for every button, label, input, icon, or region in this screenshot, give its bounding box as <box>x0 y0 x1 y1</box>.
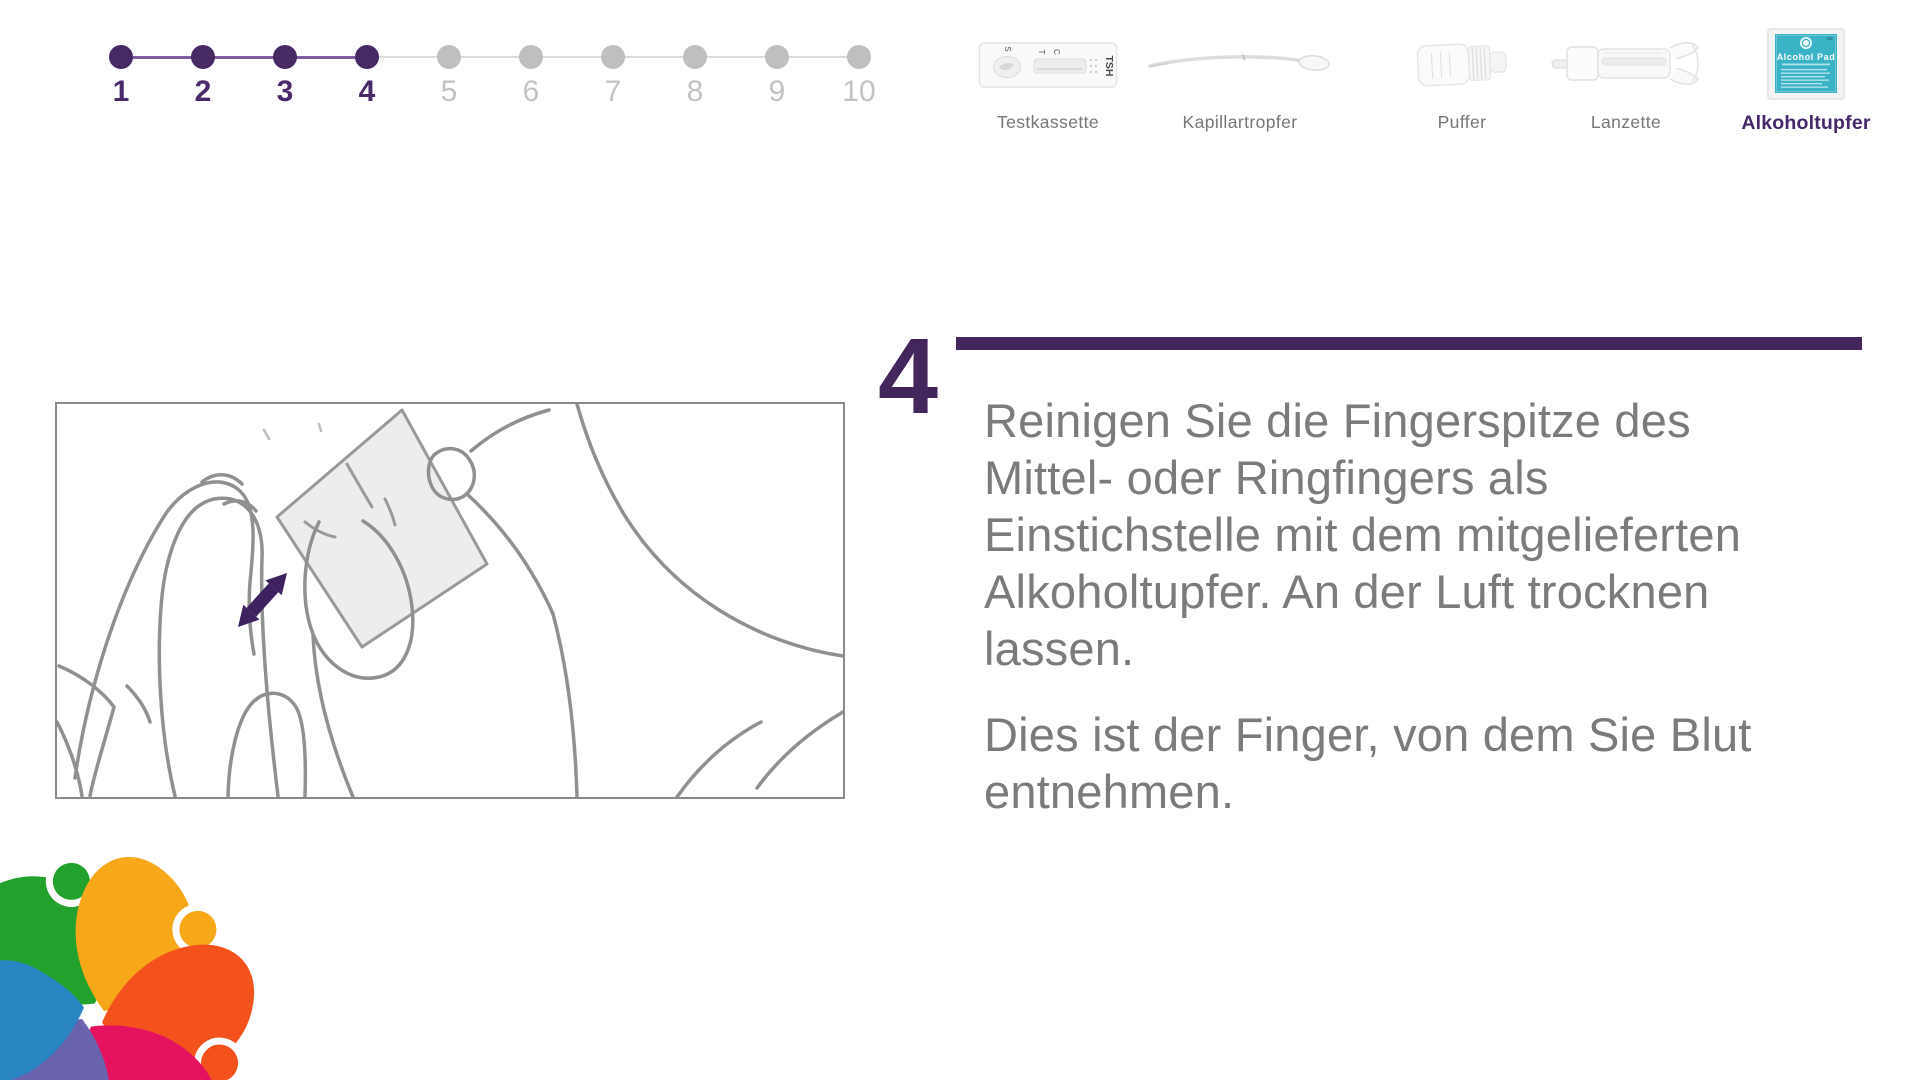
step-dot[interactable] <box>519 45 543 69</box>
step-dot[interactable] <box>109 45 133 69</box>
step-instructions <box>984 392 1794 820</box>
stepper-step-3[interactable] <box>244 45 326 107</box>
step-number-label: 8 <box>686 75 704 108</box>
svg-text:CE: CE <box>1826 36 1834 41</box>
kit-item-label: Lanzette <box>1590 112 1662 132</box>
left-hand-sketch <box>57 475 305 796</box>
kit-item-lanzette <box>1526 26 1726 132</box>
step-dot[interactable] <box>191 45 215 69</box>
step-number-label: 10 <box>842 75 876 108</box>
stepper-step-6[interactable] <box>490 45 572 107</box>
kit-item-label: Kapillartropfer <box>1182 112 1298 132</box>
stepper-step-2[interactable] <box>162 45 244 107</box>
step-number-label: 7 <box>604 75 622 108</box>
buffer-bottle-icon <box>1414 34 1510 94</box>
step-number-label: 5 <box>440 75 458 108</box>
community-people-logo <box>0 845 263 1080</box>
step-heading-bar <box>956 337 1862 350</box>
step-dot[interactable] <box>847 45 871 69</box>
alcohol-pad-image <box>1767 26 1845 102</box>
step-dot[interactable] <box>355 45 379 69</box>
step-number: 4 <box>878 315 937 436</box>
finger-cleaning-illustration <box>55 402 845 799</box>
step-dot[interactable] <box>601 45 625 69</box>
step-dot[interactable] <box>437 45 461 69</box>
stepper-step-9[interactable] <box>736 45 818 107</box>
kit-item-alkoholtupfer <box>1706 26 1906 134</box>
svg-text:S: S <box>1003 46 1012 52</box>
test-cassette-image <box>978 26 1118 102</box>
instruction-paragraph: Reinigen Sie die Fingerspitze des Mittel- oder Ringfingers als Einstichstelle mit dem mitgelieferten Alkoholtupfer. An der Luft trocknen lassen. <box>984 394 1742 675</box>
step-number-label: 2 <box>194 75 212 108</box>
capillary-dropper-image <box>1147 26 1333 102</box>
illustration-drawing <box>57 404 843 797</box>
step-dot[interactable] <box>683 45 707 69</box>
svg-text:C: C <box>1052 49 1061 55</box>
svg-text:T: T <box>1037 49 1046 55</box>
test-cassette-icon <box>978 38 1118 90</box>
stepper-step-7[interactable] <box>572 45 654 107</box>
kit-item-testkassette <box>948 26 1148 132</box>
stepper-step-10[interactable] <box>818 45 900 107</box>
kit-item-label: Testkassette <box>996 112 1100 132</box>
svg-text:Alcohol Pad: Alcohol Pad <box>1776 52 1836 62</box>
buffer-bottle-image <box>1414 26 1510 102</box>
step-dot[interactable] <box>273 45 297 69</box>
step-number-label: 3 <box>276 75 294 108</box>
instruction-paragraph: Dies ist der Finger, von dem Sie Blut entnehmen. <box>984 708 1752 818</box>
step-number-label: 1 <box>112 75 130 108</box>
lancet-image <box>1550 26 1702 102</box>
kit-item-label: Puffer <box>1437 112 1487 132</box>
stepper-step-8[interactable] <box>654 45 736 107</box>
lancet-icon <box>1550 35 1702 93</box>
kit-item-label: Alkoholtupfer <box>1741 112 1871 134</box>
step-dot[interactable] <box>765 45 789 69</box>
stepper-step-1[interactable] <box>80 45 162 107</box>
step-number-label: 6 <box>522 75 540 108</box>
svg-text:TSH: TSH <box>1103 55 1115 77</box>
kit-item-kapillartropfer <box>1140 26 1340 132</box>
alcohol-pad-icon <box>1767 28 1845 100</box>
stepper-step-5[interactable] <box>408 45 490 107</box>
capillary-dropper-icon <box>1147 49 1333 79</box>
stepper-step-4[interactable] <box>326 45 408 107</box>
step-number-label: 9 <box>768 75 786 108</box>
step-number-label: 4 <box>358 75 376 108</box>
